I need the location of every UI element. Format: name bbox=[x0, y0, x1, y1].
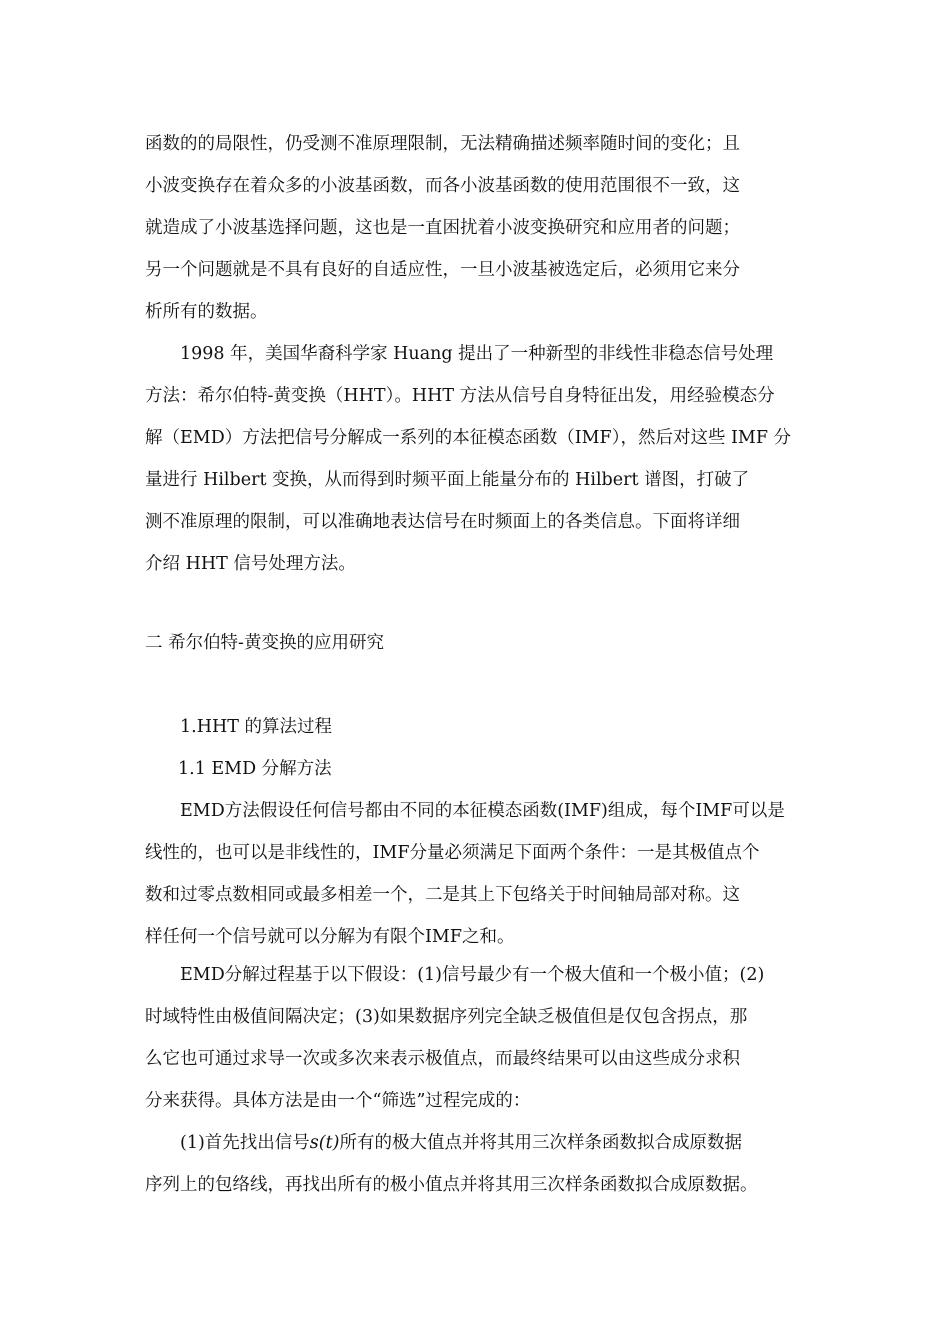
paragraph-5-text-after: 所有的极大值点并将其用三次样条函数拟合成原数据 bbox=[339, 1133, 742, 1153]
paragraph-3-line-4: 样任何一个信号就可以分解为有限个IMF之和。 bbox=[145, 927, 515, 947]
paragraph-3-line-1: EMD方法假设任何信号都由不同的本征模态函数(IMF)组成，每个IMF可以是 bbox=[180, 801, 785, 821]
section-2-heading: 二 希尔伯特-黄变换的应用研究 bbox=[145, 633, 384, 653]
paragraph-3-line-2: 线性的，也可以是非线性的，IMF分量必须满足下面两个条件：一是其极值点个 bbox=[145, 843, 760, 863]
paragraph-2-line-3: 解（EMD）方法把信号分解成一系列的本征模态函数（IMF），然后对这些 IMF 分 bbox=[145, 428, 792, 448]
paragraph-2-line-6: 介绍 HHT 信号处理方法。 bbox=[145, 554, 356, 574]
paragraph-1-line-2: 小波变换存在着众多的小波基函数，而各小波基函数的使用范围很不一致，这 bbox=[145, 176, 740, 196]
paragraph-1-line-3: 就造成了小波基选择问题，这也是一直困扰着小波变换研究和应用者的问题； bbox=[145, 218, 740, 238]
paragraph-2-line-2: 方法：希尔伯特-黄变换（HHT）。HHT 方法从信号自身特征出发，用经验模态分 bbox=[145, 386, 775, 406]
subheading-emd-method: 1.1 EMD 分解方法 bbox=[178, 759, 332, 779]
paragraph-5-line-1 bbox=[180, 1131, 820, 1155]
paragraph-4-line-1: EMD分解过程基于以下假设：(1)信号最少有一个极大值和一个极小值；(2) bbox=[180, 965, 765, 985]
paragraph-1-line-4: 另一个问题就是不具有良好的自适应性，一旦小波基被选定后，必须用它来分 bbox=[145, 260, 740, 280]
paragraph-1-line-5: 析所有的数据。 bbox=[145, 302, 268, 322]
paragraph-2-line-4: 量进行 Hilbert 变换，从而得到时频平面上能量分布的 Hilbert 谱图，打破了 bbox=[145, 470, 750, 490]
paragraph-4-line-4: 分来获得。具体方法是由一个“筛选”过程完成的： bbox=[145, 1091, 531, 1111]
paragraph-5-text-before: (1)首先找出信号 bbox=[180, 1133, 310, 1153]
paragraph-4-line-3: 么它也可通过求导一次或多次来表示极值点，而最终结果可以由这些成分求积 bbox=[145, 1049, 740, 1069]
signal-math-expression: s(t) bbox=[309, 1133, 340, 1153]
paragraph-2-line-1: 1998 年，美国华裔科学家 Huang 提出了一种新型的非线性非稳态信号处理 bbox=[180, 344, 774, 364]
paragraph-2-line-5: 测不准原理的限制，可以准确地表达信号在时频面上的各类信息。下面将详细 bbox=[145, 512, 740, 532]
paragraph-5-line-2: 序列上的包络线，再找出所有的极小值点并将其用三次样条函数拟合成原数据。 bbox=[145, 1175, 758, 1195]
subheading-hht-algorithm: 1.HHT 的算法过程 bbox=[180, 717, 332, 737]
paragraph-4-line-2: 时域特性由极值间隔决定；(3)如果数据序列完全缺乏极值但是仅包含拐点，那 bbox=[145, 1007, 748, 1027]
paragraph-3-line-3: 数和过零点数相同或最多相差一个，二是其上下包络关于时间轴局部对称。这 bbox=[145, 885, 740, 905]
paragraph-1-line-1: 函数的的局限性，仍受测不准原理限制，无法精确描述频率随时间的变化；且 bbox=[145, 134, 740, 154]
